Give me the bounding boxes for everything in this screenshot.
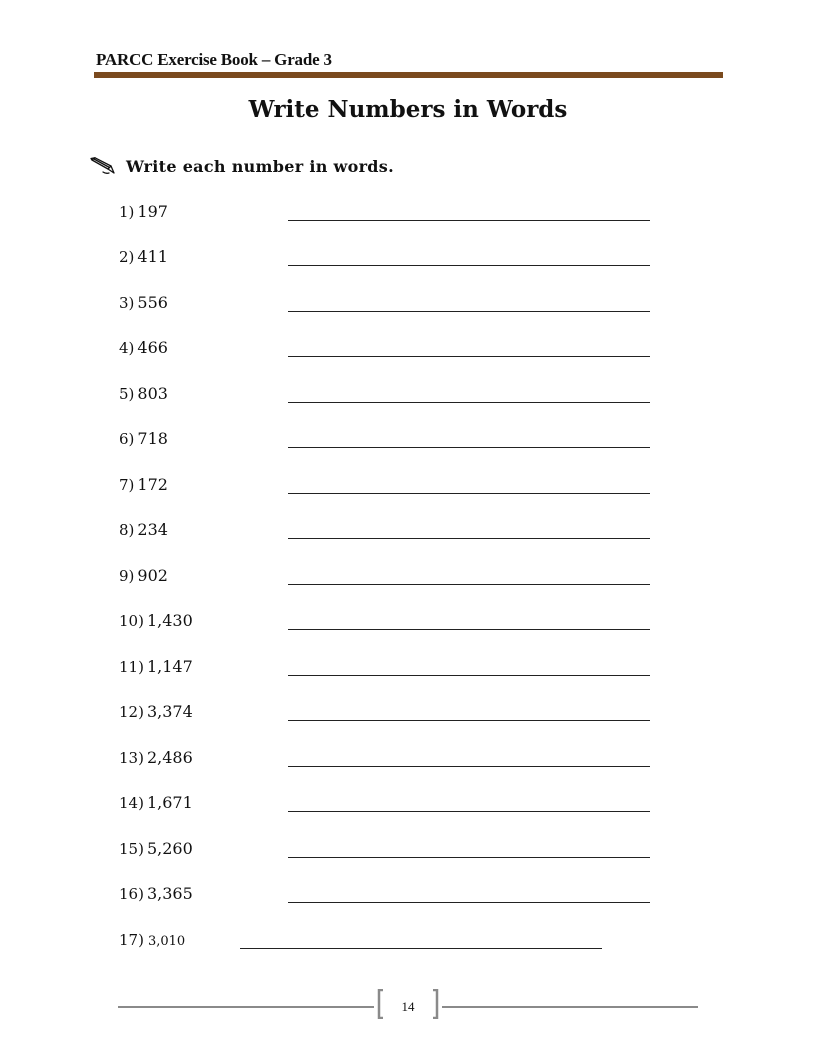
answer-line[interactable] — [288, 675, 650, 676]
answer-line[interactable] — [288, 493, 650, 494]
header-book-title: PARCC Exercise Book – Grade 3 — [96, 50, 332, 69]
exercise-number: 4) — [119, 339, 135, 357]
exercise-label — [119, 429, 168, 448]
exercise-value: 3,365 — [146, 884, 193, 903]
footer-bracket-right — [432, 989, 440, 1019]
exercise-label — [119, 793, 193, 812]
exercise-value: 234 — [137, 520, 168, 539]
exercise-value: 197 — [137, 202, 168, 221]
exercise-value: 466 — [137, 338, 168, 357]
exercise-label — [119, 839, 193, 858]
exercise-value: 803 — [137, 384, 168, 403]
footer-rule-right — [442, 1006, 698, 1008]
exercise-item — [0, 282, 816, 312]
exercise-number: 3) — [119, 294, 135, 312]
answer-line[interactable] — [288, 629, 650, 630]
answer-line[interactable] — [288, 766, 650, 767]
exercise-value: 3,374 — [146, 702, 193, 721]
exercise-label — [119, 930, 185, 949]
answer-line[interactable] — [288, 720, 650, 721]
answer-line[interactable] — [288, 584, 650, 585]
instruction-text: Write each number in words. — [126, 156, 394, 176]
exercise-item — [0, 600, 816, 630]
answer-line[interactable] — [288, 265, 650, 266]
exercise-label — [119, 247, 168, 266]
pencil-icon — [90, 157, 116, 175]
exercise-label — [119, 520, 168, 539]
answer-line[interactable] — [288, 447, 650, 448]
exercise-value: 718 — [137, 429, 168, 448]
exercise-label — [119, 702, 193, 721]
exercise-number: 16) — [119, 885, 144, 903]
answer-line[interactable] — [288, 402, 650, 403]
answer-line[interactable] — [288, 811, 650, 812]
exercise-value: 1,671 — [146, 793, 193, 812]
instruction — [90, 155, 394, 177]
exercise-label — [119, 293, 168, 312]
exercise-item — [0, 464, 816, 494]
answer-line[interactable] — [288, 857, 650, 858]
exercise-item — [0, 782, 816, 812]
exercise-label — [119, 748, 193, 767]
exercise-label — [119, 566, 168, 585]
exercise-item — [0, 646, 816, 676]
exercise-item — [0, 327, 816, 357]
exercise-number: 7) — [119, 476, 135, 494]
exercise-number: 2) — [119, 248, 135, 266]
exercise-number: 6) — [119, 430, 135, 448]
exercise-value: 3,010 — [147, 934, 186, 949]
exercise-number: 8) — [119, 521, 135, 539]
exercise-number: 15) — [119, 840, 144, 858]
exercise-number: 5) — [119, 385, 135, 403]
exercise-number: 1) — [119, 203, 135, 221]
exercise-label — [119, 657, 193, 676]
answer-line[interactable] — [288, 902, 650, 903]
exercise-value: 902 — [137, 566, 168, 585]
exercise-item — [0, 191, 816, 221]
exercise-value: 172 — [137, 475, 168, 494]
page-number: 14 — [401, 999, 415, 1014]
exercise-item — [0, 737, 816, 767]
header-rule — [94, 72, 723, 78]
exercise-label — [119, 611, 193, 630]
footer-bracket-left — [376, 989, 384, 1019]
answer-line[interactable] — [288, 538, 650, 539]
exercise-label — [119, 202, 168, 221]
exercise-item — [0, 555, 816, 585]
answer-line[interactable] — [240, 948, 602, 949]
exercise-number: 17) — [119, 931, 144, 949]
answer-line[interactable] — [288, 356, 650, 357]
exercise-number: 11) — [119, 658, 144, 676]
exercise-item — [0, 828, 816, 858]
exercise-item — [0, 373, 816, 403]
exercise-number: 12) — [119, 703, 144, 721]
exercise-item — [0, 691, 816, 721]
answer-line[interactable] — [288, 220, 650, 221]
exercise-item — [0, 236, 816, 266]
exercise-label — [119, 475, 168, 494]
exercise-item — [0, 509, 816, 539]
exercise-value: 2,486 — [146, 748, 193, 767]
exercise-label — [119, 338, 168, 357]
exercise-number: 9) — [119, 567, 135, 585]
exercise-item — [0, 418, 816, 448]
exercise-value: 1,430 — [146, 611, 193, 630]
exercise-label — [119, 384, 168, 403]
exercise-value: 5,260 — [146, 839, 193, 858]
exercise-value: 411 — [137, 247, 168, 266]
exercise-number: 14) — [119, 794, 144, 812]
answer-line[interactable] — [288, 311, 650, 312]
exercise-item — [0, 919, 816, 949]
page-title: Write Numbers in Words — [248, 96, 568, 123]
exercise-value: 556 — [137, 293, 168, 312]
exercise-number: 10) — [119, 612, 144, 630]
exercise-label — [119, 884, 193, 903]
exercise-item — [0, 873, 816, 903]
exercise-number: 13) — [119, 749, 144, 767]
footer-rule-left — [118, 1006, 374, 1008]
exercise-value: 1,147 — [146, 657, 193, 676]
